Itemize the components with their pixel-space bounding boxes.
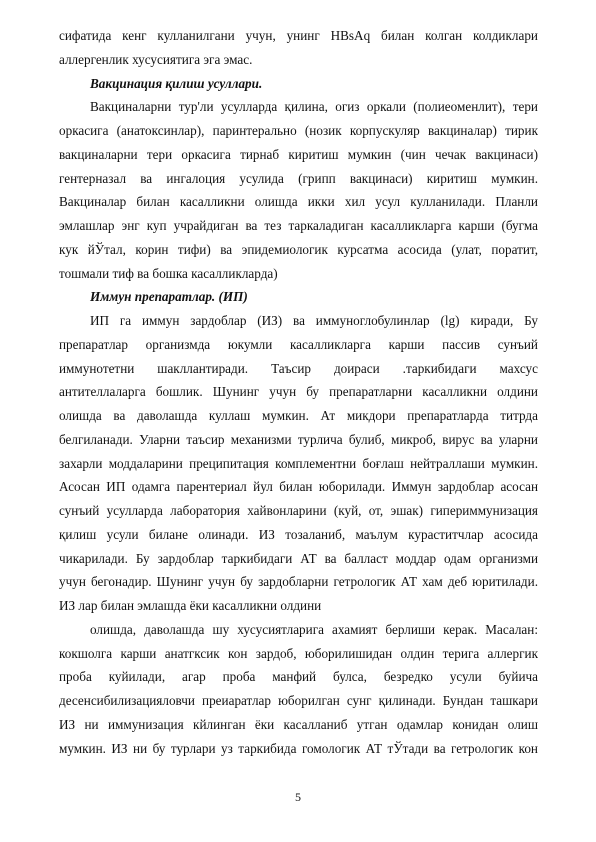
text-line: ИЗ ни иммунизация кйлинган ёки касалланиб утган одамлар конидан олиш [59, 716, 538, 732]
text-line: сунъий усулларда лаборатория хайвонларини (куй, от, эшак) гипериммунизация [59, 503, 538, 518]
text-line: чикарилади. Бу зардоблар таркибидаги АТ ва балласт моддар одам организми [59, 550, 538, 566]
text-line: Вакциналар билан касалликни олишда икки хил усул кулланилади. Планли [59, 194, 538, 210]
text-line: мумкин. ИЗ ни бу турлари уз таркибида гомологик АТ тЎтади ва гетрологик кон [59, 740, 538, 756]
text-line: захарли моддаларини преципитация комплементни боғлаш нейтраллаши мумкин. [59, 455, 538, 471]
section-heading-vaccination-methods: Вакцинация қилиш усуллари. [90, 75, 263, 91]
text-line: оркасига (анатоксинлар), паринтерально (нозик корпускуляр вакциналар) тирик [59, 123, 538, 138]
text-line: ИЗ лар билан эмлашда ёки касалликни олдини [59, 598, 322, 613]
text-line: сифатида кенг кулланилгани учун, унинг HBsAq билан колган колдиклари [59, 28, 538, 43]
text-line: қилиш усули билане олинади. ИЗ тозаланиб, маълум кураститчлар асосида [59, 526, 538, 542]
text-line: десенсибилизацияловчи преиаратлар юборилган сунг қилинади. Бундан ташкари [59, 693, 538, 708]
text-line: кокшолга карши анатгксик кон зардоб, юборилишидан олдин терига аллергик [59, 645, 538, 661]
text-line: Асосан ИП одамга парентериал йул билан юборилади. Иммун зардоблар асосан [59, 479, 538, 495]
text-line: Вакциналарни тур'ли усулларда қилина, огиз оркали (полиеоменлит), тери [90, 99, 538, 115]
text-line: учун бегонадир. Шунинг учун бу зардобларни гетрологик АТ хам деб юритилади. [59, 574, 538, 590]
text-line: белгиланади. Уларни таъсир механизми турлича булиб, микроб, вирус ва уларни [59, 431, 538, 447]
text-line: олишда ва даволашда куллаш мумкин. Ат микдори препаратларда титрда [59, 408, 538, 423]
text-line: препаратлар организмда юкумли касалликларга карши пассив сунъий [59, 336, 538, 352]
page-number: 5 [295, 790, 301, 804]
text-line: аллергенлик хусусиятига эга эмас. [59, 51, 253, 67]
text-line: кук йЎтал, корин тифи) ва эпидемиологик курсатма асосида (улат, поратит, [59, 241, 538, 257]
body-text [59, 24, 538, 760]
text-line: вакциналарни тери оркасига тирнаб киритиш мумкин (чин чечак вакцинаси) [59, 146, 538, 162]
text-line: тошмали тиф ва бошка касалликларда) [59, 265, 278, 281]
text-line: олишда, даволашда шу хусусиятларига ахамият берлиши керак. Масалан: [90, 621, 538, 637]
text-line: гентерназал ва ингалоция усулида (грипп вакцинаси) киритиш мумкин. [59, 170, 538, 186]
text-line: проба куйилади, агар проба манфий булса, безредко усули буйича [59, 669, 538, 685]
section-heading-immune-preparations: Иммун препаратлар. (ИП) [90, 289, 248, 305]
text-line: ИП га иммун зардоблар (ИЗ) ва иммуноглобулинлар (lg) киради, Бу [90, 313, 538, 328]
text-line: иммунотетни шакллантиради. Таъсир доираси .таркибидаги махсус [59, 360, 538, 376]
text-line: антителлаларга бошлик. Шунинг учун бу препаратларни касалликни олдини [59, 384, 538, 400]
text-line: эмлашлар энг куп учрайдиган ва тез таркаладиган касалликларга карши (бугма [59, 218, 538, 233]
